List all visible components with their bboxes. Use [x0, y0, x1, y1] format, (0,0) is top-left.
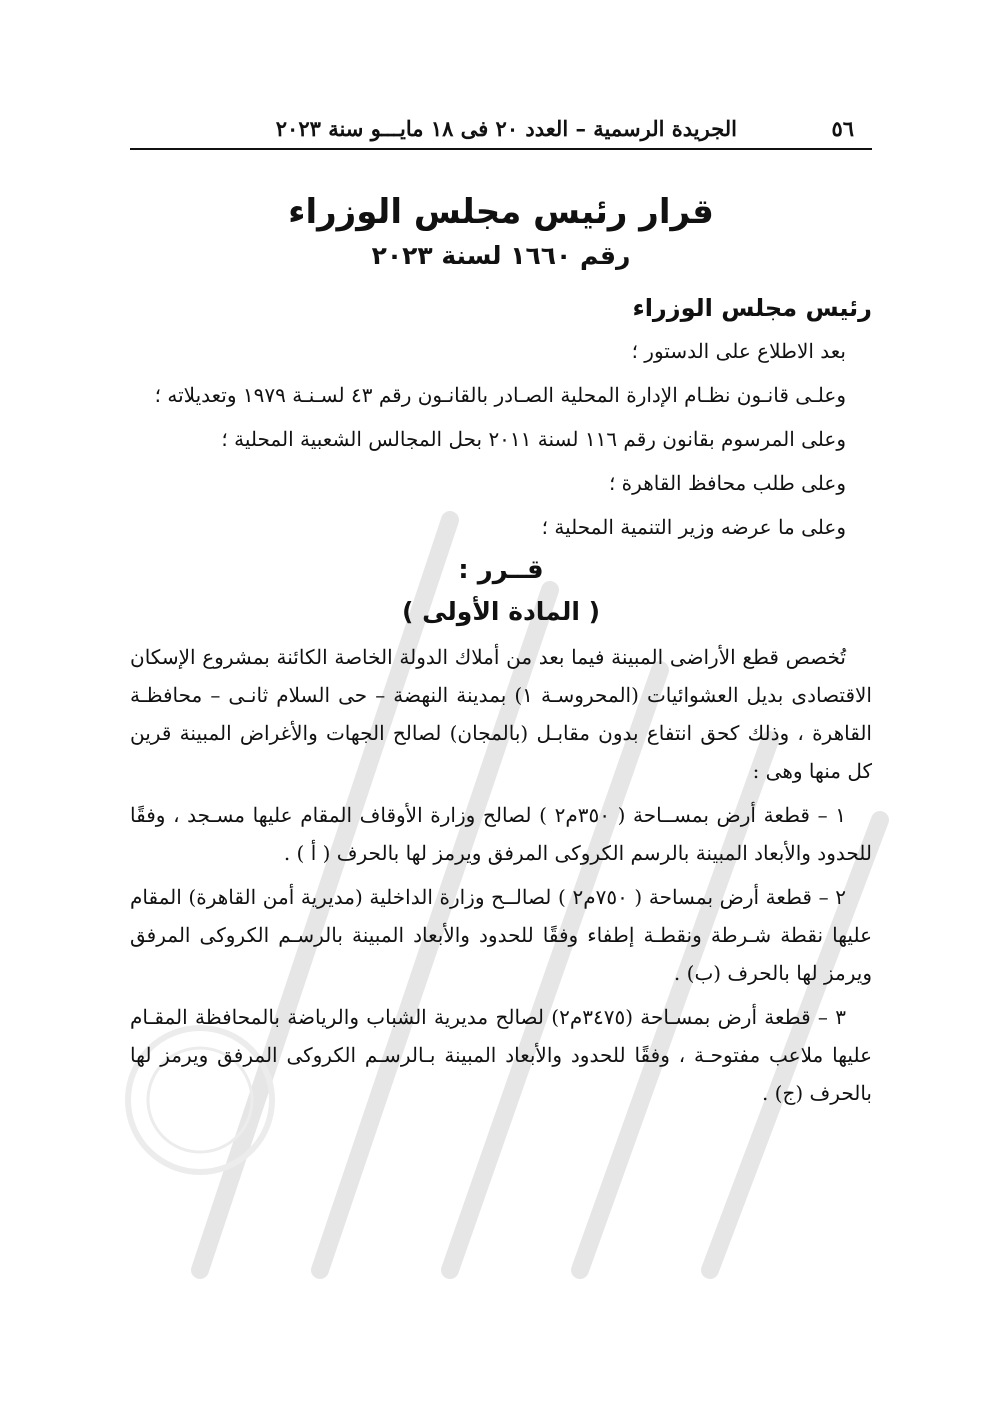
- decree-title: قرار رئيس مجلس الوزراء: [288, 192, 714, 232]
- preamble-clause: وعلـى قانـون نظـام الإدارة المحلية الصـادر بالقانـون رقم ٤٣ لسـنـة ١٩٧٩ وتعديلاته ؛: [154, 383, 846, 407]
- decree-issuer: رئيس مجلس الوزراء: [632, 294, 872, 322]
- preamble-clause: وعلى ما عرضه وزير التنمية المحلية ؛: [541, 515, 846, 539]
- gazette-page: [130, 108, 872, 1118]
- article-paragraph: ١ – قطعة أرض بمســاحة ( ٣٥٠م٢ ) لصالح وزارة الأوقاف المقام عليها مسـجد ، وفقًا للحدود والأبعاد المبينة بالرسم الكروكى المرفق ويرمز لها بالحرف ( أ ) .: [130, 803, 872, 865]
- preamble-clause: وعلى المرسوم بقانون رقم ١١٦ لسنة ٢٠١١ بحل المجالس الشعبية المحلية ؛: [221, 427, 846, 451]
- decided-heading: قــرر :: [458, 555, 544, 585]
- preamble-clause: بعد الاطلاع على الدستور ؛: [631, 339, 846, 363]
- decree-number: رقم ١٦٦٠ لسنة ٢٠٢٣: [371, 241, 631, 270]
- article-body: [130, 638, 872, 1112]
- gazette-issue-line: الجريدة الرسمية – العدد ٢٠ فى ١٨ مايـــو سنة ٢٠٢٣: [275, 116, 737, 141]
- preamble-clause: وعلى طلب محافظ القاهرة ؛: [608, 471, 846, 495]
- article-paragraph: تُخصص قطع الأراضى المبينة فيما بعد من أملاك الدولة الخاصة الكائنة بمشروع الإسكان الاقتصادى بديل العشوائيات (المحروسـة ١) بمدينة النهضة – حى السلام ثانـى – محافظـة القاهرة ، وذلك كحق انتفاع بدون مقابـل (بالمجان) لصالح الجهات والأغراض المبينة قرين كل منها وهى :: [130, 645, 872, 783]
- article-paragraph: ٣ – قطعة أرض بمسـاحة (٣٤٧٥م٢) لصالح مديرية الشباب والرياضة بالمحافظة المقـام عليها ملاعب مفتوحـة ، وفقًا للحدود والأبعاد المبينة بـالرسـم الكروكى المرفق ويرمز لها بالحرف (ج) .: [130, 1005, 872, 1105]
- page-number: ٥٦: [831, 116, 854, 141]
- running-header: [130, 108, 872, 150]
- article-paragraph: ٢ – قطعة أرض بمساحة ( ٧٥٠م٢ ) لصالــح وزارة الداخلية (مديرية أمن القاهرة) المقام عليها نقطة شـرطة ونقطـة إطفاء وفقًا للحدود والأبعاد المبينة بالرسـم الكروكى المرفق ويرمز لها بالحرف (ب) .: [130, 885, 872, 985]
- article-title: ( المادة الأولى ): [401, 597, 601, 626]
- preamble: [130, 332, 872, 546]
